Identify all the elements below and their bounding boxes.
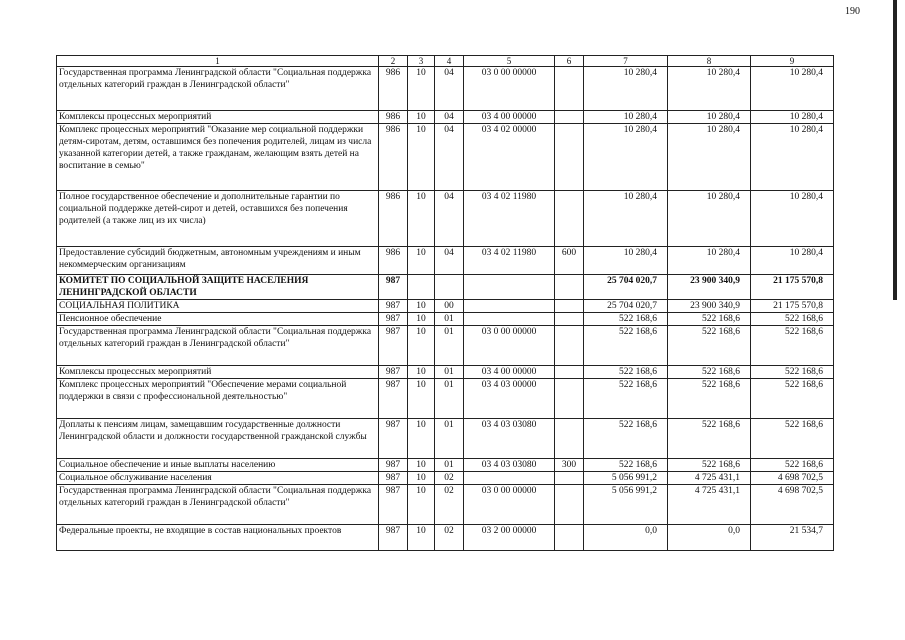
amount-cell-col8: 10 280,4 [668, 111, 751, 124]
expense-type-cell [555, 67, 584, 111]
target-article-cell: 03 4 02 11980 [464, 247, 555, 275]
table-row [57, 191, 834, 247]
amount-cell-col9: 522 168,6 [751, 366, 834, 379]
target-article-cell: 03 2 00 00000 [464, 525, 555, 551]
section-cell: 10 [408, 111, 435, 124]
section-cell: 10 [408, 67, 435, 111]
row-name-cell: Федеральные проекты, не входящие в состав национальных проектов [57, 525, 379, 551]
row-name-cell: Государственная программа Ленинградской области "Социальная поддержка отдельных категорий граждан в Ленинградской области" [57, 326, 379, 366]
admin-code-cell: 986 [379, 191, 408, 247]
table-row [57, 366, 834, 379]
expense-type-cell: 300 [555, 459, 584, 472]
column-header: 6 [555, 56, 584, 67]
subsection-cell: 02 [435, 485, 464, 525]
row-name-cell: СОЦИАЛЬНАЯ ПОЛИТИКА [57, 300, 379, 313]
table-header-row [57, 56, 834, 67]
expense-type-cell [555, 419, 584, 459]
amount-cell-col7: 10 280,4 [584, 67, 668, 111]
row-name-cell: Государственная программа Ленинградской области "Социальная поддержка отдельных категорий граждан в Ленинградской области" [57, 485, 379, 525]
budget-table [56, 55, 834, 551]
column-header: 2 [379, 56, 408, 67]
expense-type-cell: 600 [555, 247, 584, 275]
admin-code-cell: 987 [379, 300, 408, 313]
table-row [57, 472, 834, 485]
subsection-cell [435, 275, 464, 300]
subsection-cell: 04 [435, 111, 464, 124]
amount-cell-col9: 10 280,4 [751, 191, 834, 247]
subsection-cell: 04 [435, 67, 464, 111]
subsection-cell: 04 [435, 191, 464, 247]
admin-code-cell: 986 [379, 111, 408, 124]
amount-cell-col8: 522 168,6 [668, 419, 751, 459]
expense-type-cell [555, 124, 584, 191]
amount-cell-col9: 522 168,6 [751, 379, 834, 419]
row-name-cell: Комплекс процессных мероприятий "Оказание мер социальной поддержки детям-сиротам, детям, оставшимся без попечения родителей, лицам из числа указанной категории детей, а также гражданам, желающим взять детей на воспитание в семью" [57, 124, 379, 191]
amount-cell-col7: 5 056 991,2 [584, 472, 668, 485]
admin-code-cell: 987 [379, 472, 408, 485]
scan-edge-mark [893, 0, 897, 300]
table-row [57, 111, 834, 124]
amount-cell-col8: 4 725 431,1 [668, 472, 751, 485]
amount-cell-col9: 10 280,4 [751, 247, 834, 275]
expense-type-cell [555, 485, 584, 525]
amount-cell-col9: 10 280,4 [751, 111, 834, 124]
admin-code-cell: 987 [379, 275, 408, 300]
section-cell: 10 [408, 419, 435, 459]
subsection-cell: 01 [435, 459, 464, 472]
target-article-cell: 03 4 03 00000 [464, 379, 555, 419]
expense-type-cell [555, 525, 584, 551]
target-article-cell [464, 275, 555, 300]
row-name-cell: Государственная программа Ленинградской области "Социальная поддержка отдельных категорий граждан в Ленинградской области" [57, 67, 379, 111]
admin-code-cell: 987 [379, 326, 408, 366]
table-row [57, 300, 834, 313]
amount-cell-col7: 10 280,4 [584, 247, 668, 275]
subsection-cell: 04 [435, 247, 464, 275]
column-header: 4 [435, 56, 464, 67]
subsection-cell: 01 [435, 366, 464, 379]
amount-cell-col9: 21 534,7 [751, 525, 834, 551]
target-article-cell [464, 313, 555, 326]
amount-cell-col9: 4 698 702,5 [751, 472, 834, 485]
amount-cell-col7: 5 056 991,2 [584, 485, 668, 525]
admin-code-cell: 986 [379, 247, 408, 275]
section-cell: 10 [408, 313, 435, 326]
amount-cell-col7: 10 280,4 [584, 111, 668, 124]
column-header: 5 [464, 56, 555, 67]
amount-cell-col8: 10 280,4 [668, 247, 751, 275]
target-article-cell [464, 300, 555, 313]
subsection-cell: 04 [435, 124, 464, 191]
row-name-cell: Комплексы процессных мероприятий [57, 366, 379, 379]
subsection-cell: 01 [435, 419, 464, 459]
amount-cell-col9: 10 280,4 [751, 124, 834, 191]
column-header: 1 [57, 56, 379, 67]
amount-cell-col8: 0,0 [668, 525, 751, 551]
section-cell: 10 [408, 525, 435, 551]
table-row [57, 459, 834, 472]
amount-cell-col7: 522 168,6 [584, 366, 668, 379]
admin-code-cell: 986 [379, 67, 408, 111]
amount-cell-col8: 522 168,6 [668, 313, 751, 326]
amount-cell-col9: 522 168,6 [751, 459, 834, 472]
amount-cell-col7: 10 280,4 [584, 124, 668, 191]
expense-type-cell [555, 366, 584, 379]
amount-cell-col9: 522 168,6 [751, 326, 834, 366]
admin-code-cell: 987 [379, 459, 408, 472]
target-article-cell: 03 4 00 00000 [464, 366, 555, 379]
section-cell: 10 [408, 459, 435, 472]
expense-type-cell [555, 379, 584, 419]
table-row [57, 525, 834, 551]
expense-type-cell [555, 111, 584, 124]
admin-code-cell: 987 [379, 379, 408, 419]
amount-cell-col8: 522 168,6 [668, 379, 751, 419]
amount-cell-col8: 522 168,6 [668, 366, 751, 379]
section-cell: 10 [408, 326, 435, 366]
row-name-cell: КОМИТЕТ ПО СОЦИАЛЬНОЙ ЗАЩИТЕ НАСЕЛЕНИЯ ЛЕНИНГРАДСКОЙ ОБЛАСТИ [57, 275, 379, 300]
table-row [57, 419, 834, 459]
expense-type-cell [555, 472, 584, 485]
row-name-cell: Социальное обеспечение и иные выплаты населению [57, 459, 379, 472]
table-row [57, 275, 834, 300]
expense-type-cell [555, 313, 584, 326]
page-number: 190 [845, 6, 860, 17]
target-article-cell: 03 4 02 11980 [464, 191, 555, 247]
expense-type-cell [555, 275, 584, 300]
admin-code-cell: 987 [379, 525, 408, 551]
amount-cell-col9: 21 175 570,8 [751, 300, 834, 313]
subsection-cell: 01 [435, 326, 464, 366]
amount-cell-col7: 522 168,6 [584, 313, 668, 326]
subsection-cell: 02 [435, 525, 464, 551]
section-cell: 10 [408, 366, 435, 379]
target-article-cell: 03 4 03 03080 [464, 419, 555, 459]
subsection-cell: 01 [435, 313, 464, 326]
row-name-cell: Полное государственное обеспечение и дополнительные гарантии по социальной поддержке детей-сирот и детей, оставшихся без попечения родителей (а также лиц из их числа) [57, 191, 379, 247]
table-body [57, 67, 834, 551]
amount-cell-col8: 23 900 340,9 [668, 300, 751, 313]
admin-code-cell: 987 [379, 313, 408, 326]
admin-code-cell: 987 [379, 366, 408, 379]
amount-cell-col8: 522 168,6 [668, 326, 751, 366]
amount-cell-col8: 23 900 340,9 [668, 275, 751, 300]
table-row [57, 379, 834, 419]
section-cell: 10 [408, 191, 435, 247]
column-header: 7 [584, 56, 668, 67]
row-name-cell: Комплексы процессных мероприятий [57, 111, 379, 124]
target-article-cell: 03 4 00 00000 [464, 111, 555, 124]
amount-cell-col8: 10 280,4 [668, 191, 751, 247]
row-name-cell: Комплекс процессных мероприятий "Обеспечение мерами социальной поддержки в связи с профессиональной деятельностью" [57, 379, 379, 419]
row-name-cell: Пенсионное обеспечение [57, 313, 379, 326]
amount-cell-col7: 25 704 020,7 [584, 300, 668, 313]
row-name-cell: Предоставление субсидий бюджетным, автономным учреждениям и иным некоммерческим организациям [57, 247, 379, 275]
amount-cell-col7: 522 168,6 [584, 379, 668, 419]
amount-cell-col7: 522 168,6 [584, 459, 668, 472]
table-row [57, 67, 834, 111]
amount-cell-col9: 10 280,4 [751, 67, 834, 111]
amount-cell-col7: 522 168,6 [584, 326, 668, 366]
amount-cell-col7: 10 280,4 [584, 191, 668, 247]
amount-cell-col8: 10 280,4 [668, 67, 751, 111]
amount-cell-col7: 522 168,6 [584, 419, 668, 459]
section-cell: 10 [408, 247, 435, 275]
section-cell: 10 [408, 472, 435, 485]
column-header: 9 [751, 56, 834, 67]
amount-cell-col9: 21 175 570,8 [751, 275, 834, 300]
target-article-cell: 03 0 00 00000 [464, 67, 555, 111]
section-cell: 10 [408, 485, 435, 525]
row-name-cell: Социальное обслуживание населения [57, 472, 379, 485]
table-row [57, 485, 834, 525]
amount-cell-col7: 25 704 020,7 [584, 275, 668, 300]
table-row [57, 313, 834, 326]
admin-code-cell: 987 [379, 419, 408, 459]
table-row [57, 326, 834, 366]
table-row [57, 247, 834, 275]
amount-cell-col8: 522 168,6 [668, 459, 751, 472]
expense-type-cell [555, 300, 584, 313]
section-cell: 10 [408, 300, 435, 313]
section-cell: 10 [408, 124, 435, 191]
admin-code-cell: 987 [379, 485, 408, 525]
section-cell: 10 [408, 379, 435, 419]
subsection-cell: 01 [435, 379, 464, 419]
subsection-cell: 02 [435, 472, 464, 485]
amount-cell-col9: 522 168,6 [751, 313, 834, 326]
section-cell [408, 275, 435, 300]
target-article-cell: 03 0 00 00000 [464, 485, 555, 525]
amount-cell-col9: 4 698 702,5 [751, 485, 834, 525]
target-article-cell [464, 472, 555, 485]
target-article-cell: 03 4 03 03080 [464, 459, 555, 472]
amount-cell-col7: 0,0 [584, 525, 668, 551]
column-header: 8 [668, 56, 751, 67]
expense-type-cell [555, 191, 584, 247]
amount-cell-col8: 10 280,4 [668, 124, 751, 191]
admin-code-cell: 986 [379, 124, 408, 191]
amount-cell-col9: 522 168,6 [751, 419, 834, 459]
table-row [57, 124, 834, 191]
target-article-cell: 03 4 02 00000 [464, 124, 555, 191]
row-name-cell: Доплаты к пенсиям лицам, замещавшим государственные должности Ленинградской области и должности государственной гражданской службы [57, 419, 379, 459]
column-header: 3 [408, 56, 435, 67]
subsection-cell: 00 [435, 300, 464, 313]
target-article-cell: 03 0 00 00000 [464, 326, 555, 366]
expense-type-cell [555, 326, 584, 366]
amount-cell-col8: 4 725 431,1 [668, 485, 751, 525]
